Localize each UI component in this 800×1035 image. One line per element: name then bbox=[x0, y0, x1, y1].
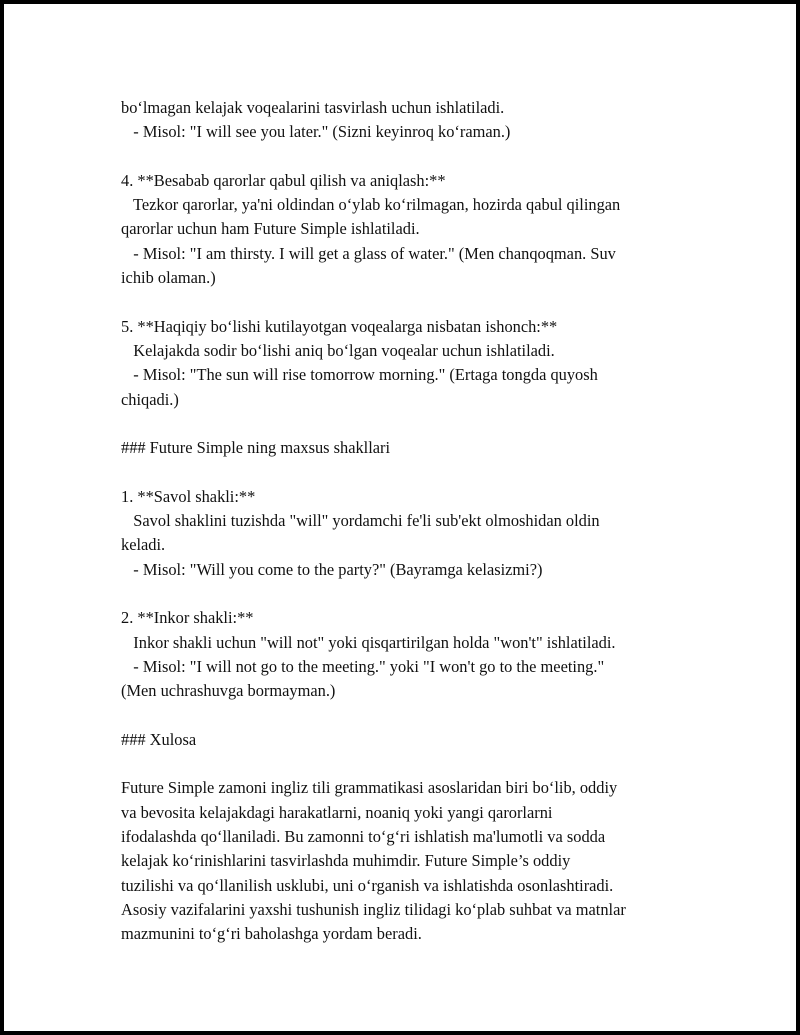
conclusion-line: tuzilishi va qo‘llanilish usklubi, uni o‘rganish va ishlatishda osonlashtiradi. bbox=[121, 875, 614, 895]
text-line: keladi. bbox=[121, 535, 166, 555]
text-line: bo‘lmagan kelajak voqealarini tasvirlash uchun ishlatiladi. bbox=[121, 98, 505, 117]
text-line: Savol shaklini tuzishda "will" yordamchi fe'li sub'ekt olmoshidan oldin bbox=[121, 511, 600, 531]
text-line: Inkor shakli uchun "will not" yoki qisqartirilgan holda "won't" ishlatiladi. bbox=[121, 632, 616, 652]
conclusion-line: Asosiy vazifalarini yaxshi tushunish ingliz tilidagi ko‘plab suhbat va matnlar bbox=[121, 899, 626, 919]
text-line: Tezkor qarorlar, ya'ni oldindan o‘ylab ko‘rilmagan, hozirda qabul qilingan bbox=[121, 195, 621, 215]
conclusion-line: ifodalashda qo‘llaniladi. Bu zamonni to‘g‘ri ishlatish ma'lumotli va sodda bbox=[121, 826, 606, 846]
paragraph-gap bbox=[121, 582, 696, 606]
document-body bbox=[121, 96, 696, 946]
list-item-heading: 5. **Haqiqiy bo‘lishi kutilayotgan voqealarga nisbatan ishonch:** bbox=[121, 316, 558, 336]
list-item-heading: 4. **Besabab qarorlar qabul qilish va aniqlash:** bbox=[121, 170, 446, 190]
conclusion-line: va bevosita kelajakdagi harakatlarni, noaniq yoki yangi qarorlarni bbox=[121, 802, 553, 822]
paragraph-gap bbox=[121, 412, 696, 436]
example-line: - Misol: "Will you come to the party?" (Bayramga kelasizmi?) bbox=[121, 559, 543, 579]
text-line: (Men uchrashuvga bormayman.) bbox=[121, 681, 336, 701]
paragraph-gap bbox=[121, 703, 696, 727]
text-line: chiqadi.) bbox=[121, 389, 179, 409]
conclusion-line: Future Simple zamoni ingliz tili grammatikasi asoslaridan biri bo‘lib, oddiy bbox=[121, 778, 618, 798]
example-line: - Misol: "The sun will rise tomorrow morning." (Ertaga tongda quyosh bbox=[121, 365, 598, 385]
text-line: ichib olaman.) bbox=[121, 268, 216, 288]
section-heading: ### Future Simple ning maxsus shakllari bbox=[121, 438, 391, 458]
example-line: - Misol: "I will not go to the meeting." yoki "I won't go to the meeting." bbox=[121, 656, 605, 676]
paragraph-gap bbox=[121, 752, 696, 776]
paragraph-gap bbox=[121, 460, 696, 484]
example-line: - Misol: "I am thirsty. I will get a glass of water." (Men chanqoqman. Suv bbox=[121, 243, 616, 263]
conclusion-line: mazmunini to‘g‘ri baholashga yordam beradi. bbox=[121, 924, 422, 944]
conclusion-line: kelajak ko‘rinishlarini tasvirlashda muhimdir. Future Simple’s oddiy bbox=[121, 851, 571, 871]
list-item-heading: 1. **Savol shakli:** bbox=[121, 486, 256, 506]
list-item-heading: 2. **Inkor shakli:** bbox=[121, 608, 254, 628]
text-line: qarorlar uchun ham Future Simple ishlatiladi. bbox=[121, 219, 420, 239]
example-line: - Misol: "I will see you later." (Sizni keyinroq ko‘raman.) bbox=[121, 122, 511, 142]
text-line: Kelajakda sodir bo‘lishi aniq bo‘lgan voqealar uchun ishlatiladi. bbox=[121, 340, 555, 360]
paragraph-gap bbox=[121, 290, 696, 314]
paragraph-gap bbox=[121, 145, 696, 169]
section-heading: ### Xulosa bbox=[121, 729, 197, 749]
